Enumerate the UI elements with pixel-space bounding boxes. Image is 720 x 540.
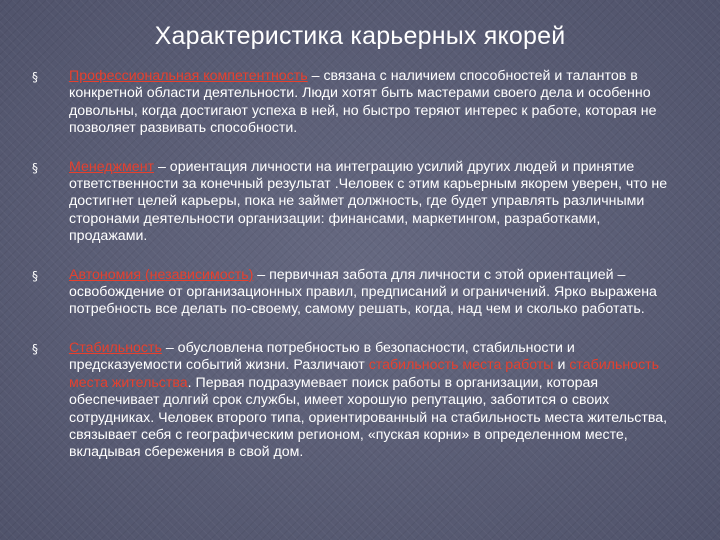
term-stability: Стабильность (69, 339, 162, 356)
list-item-management (30, 159, 680, 246)
square-bullet-icon: § (32, 160, 38, 175)
item-connector: и (553, 357, 570, 374)
list-item-autonomy (30, 267, 680, 319)
bullet-list (30, 68, 680, 462)
list-item-text (69, 68, 680, 138)
item-body: – первичная забота для личности с этой ориентацией – освобождение от организационных правил, предписаний и ограничений. Ярко выражена потребность все делать по-своему, самому решать, когда, над чем и сколько работать. (69, 266, 657, 318)
slide-title: Характеристика карьерных якорей (154, 22, 566, 50)
item-body: . Первая подразумевает поиск работы в организации, которая обеспечивает долгий срок службы, имеет хорошую репутацию, заботится о своих сотрудниках. Человек второго типа, ориентированный на стабильность места жительства, связывает себя с географическим регионом, «пуская корни» в определенном месте, вкладывая сбережения в свой дом. (69, 374, 668, 461)
term-professional-competence: Профессиональная компетентность (69, 68, 308, 84)
item-body: – ориентация личности на интеграцию усилий других людей и принятие ответственности за конечный результат .Человек с этим карьерным якорем уверен, что не достигнет целей карьеры, пока не займет должность, где будет управлять различными сторонами деятельности организации: финансами, маркетингом, разработками, продажами. (69, 158, 668, 245)
highlight-residence-stability: стабильность места жительства (69, 357, 660, 391)
square-bullet-icon: § (32, 268, 38, 283)
term-management: Менеджмент (69, 158, 155, 175)
list-item-text (69, 267, 680, 319)
item-body: – обусловлена потребностью в безопасности, стабильности и предсказуемости событий жизни. Различают (69, 339, 575, 374)
list-item-professional-competence (30, 68, 680, 138)
list-item-stability (30, 340, 680, 462)
square-bullet-icon: § (32, 341, 38, 356)
square-bullet-icon: § (32, 70, 38, 84)
list-item-text (69, 340, 680, 462)
list-item-text (69, 159, 680, 246)
item-body: – связана с наличием способностей и талантов в конкретной области деятельности. Люди хотят быть мастерами своего дела и особенно довольны, когда достигают успеха в ней, но быстро теряют интерес к работе, которая не позволяет развивать способности. (69, 68, 657, 137)
highlight-workplace-stability: стабильность места работы (368, 357, 554, 374)
term-autonomy: Автономия (независимость) (69, 266, 254, 283)
